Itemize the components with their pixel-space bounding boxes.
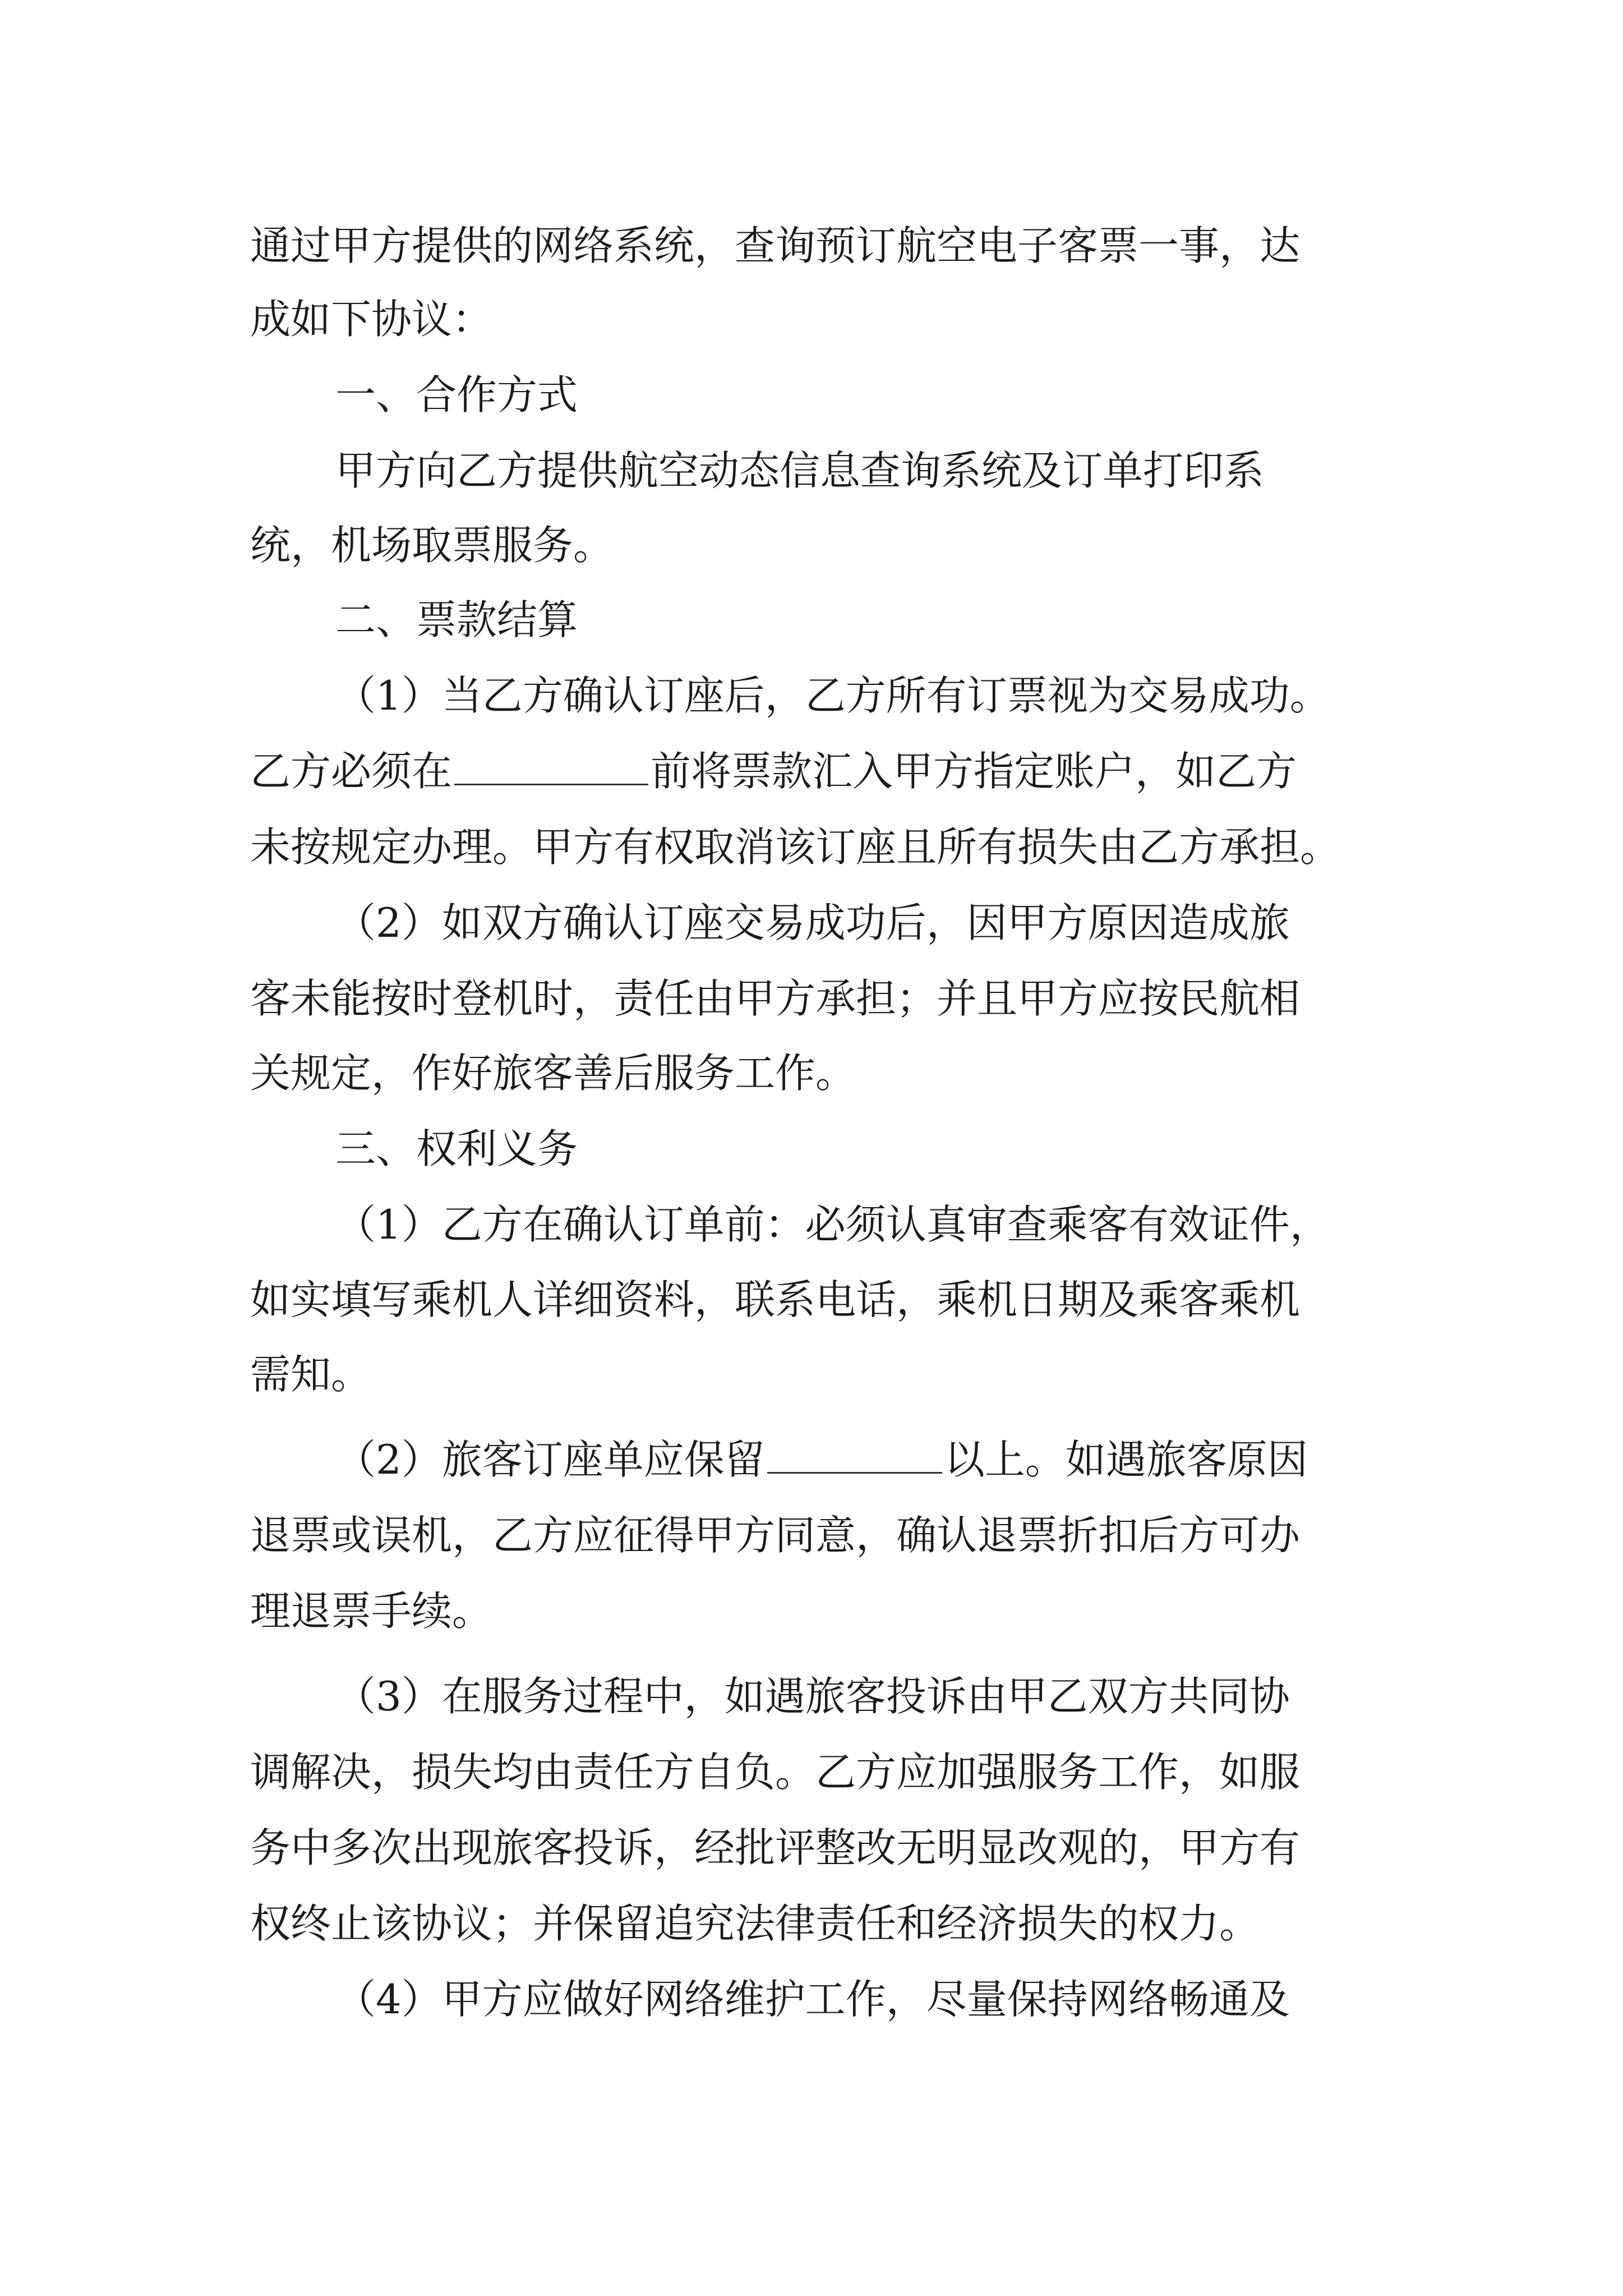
section-heading-settlement: 二、票款结算: [335, 596, 578, 643]
line-text-after-blank: 前将票款汇入甲方指定账户，如乙方: [651, 748, 1297, 795]
paragraph-line: （2）如双方确认订座交易成功后，因甲方原因造成旅: [335, 899, 1290, 946]
line-text-before-blank: （2）旅客订座单应保留: [335, 1436, 765, 1483]
paragraph-line: 如实填写乘机人详细资料，联系电话，乘机日期及乘客乘机: [250, 1276, 1301, 1323]
paragraph-line-with-blank: [250, 743, 1297, 799]
paragraph-line: 需知。: [250, 1351, 372, 1398]
paragraph-line: （4）甲方应做好网络维护工作，尽量保持网络畅通及: [335, 1976, 1290, 2023]
paragraph-line: 统，机场取票服务。: [250, 522, 614, 569]
paragraph-line: 客未能按时登机时，责任由甲方承担；并且甲方应按民航相: [250, 975, 1301, 1022]
paragraph-line: （3）在服务过程中，如遇旅客投诉由甲乙双方共同协: [335, 1673, 1290, 1720]
fill-in-blank: [767, 1435, 942, 1474]
section-heading-rights-obligations: 三、权利义务: [335, 1125, 578, 1172]
paragraph-line: （1）乙方在确认订单前：必须认真审查乘客有效证件，: [335, 1201, 1330, 1248]
paragraph-line: 未按规定办理。甲方有权取消该订座且所有损失由乙方承担。: [250, 823, 1341, 871]
paragraph-line: 甲方向乙方提供航空动态信息查询系统及订单打印系: [335, 447, 1265, 494]
line-text-after-blank: 以上。如遇旅客原因: [944, 1436, 1308, 1483]
paragraph-line: 通过甲方提供的网络系统，查询预订航空电子客票一事，达: [250, 222, 1301, 269]
paragraph-line: 理退票手续。: [250, 1588, 493, 1635]
section-heading-cooperation: 一、合作方式: [335, 371, 578, 418]
paragraph-line: 成如下协议：: [250, 296, 493, 343]
paragraph-line: 务中多次出现旅客投诉，经批评整改无明显改观的，甲方有: [250, 1824, 1301, 1871]
fill-in-blank: [454, 747, 648, 785]
paragraph-line: （1）当乙方确认订座后，乙方所有订票视为交易成功。: [335, 672, 1330, 719]
paragraph-line: 权终止该协议；并保留追究法律责任和经济损失的权力。: [250, 1900, 1260, 1947]
line-text-before-blank: 乙方必须在: [250, 748, 453, 795]
paragraph-line: 退票或误机，乙方应征得甲方同意，确认退票折扣后方可办: [250, 1512, 1301, 1559]
paragraph-line: 调解决，损失均由责任方自负。乙方应加强服务工作，如服: [250, 1749, 1301, 1796]
paragraph-line-with-blank: [335, 1432, 1308, 1488]
paragraph-line: 关规定，作好旅客善后服务工作。: [250, 1050, 856, 1097]
